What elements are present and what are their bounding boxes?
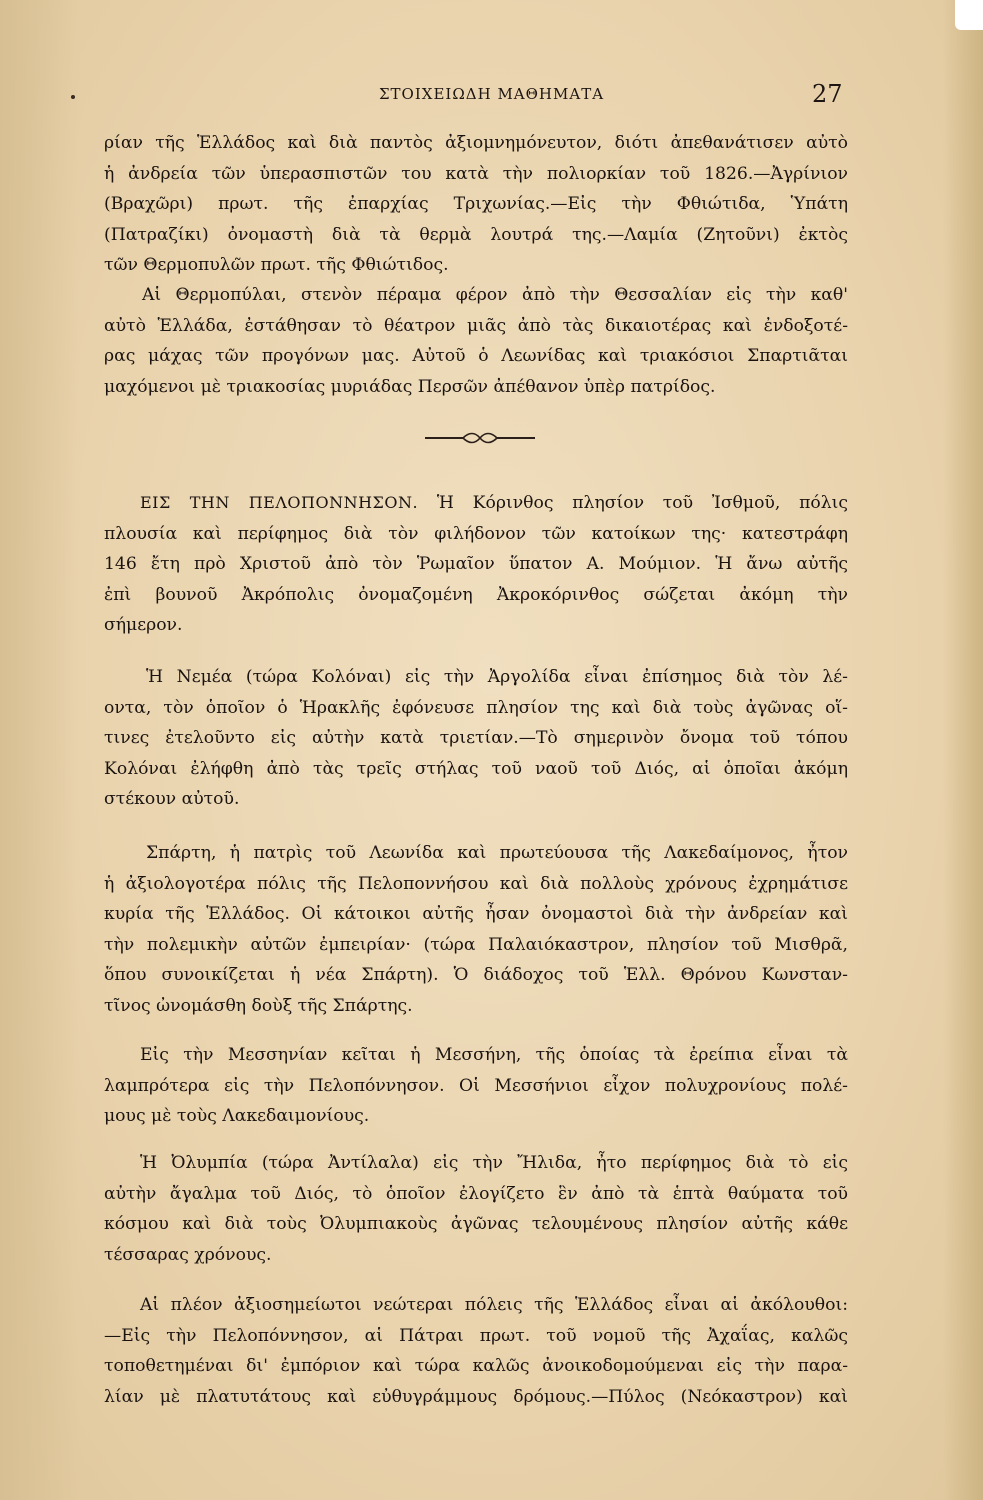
text-line: λαμπρότερα εἰς τὴν Πελοπόννησον. Οἱ Μεσσήνιοι εἶχον πολυχρονίους πολέ-	[104, 1075, 848, 1096]
text-line: ἡ ἀξιολογοτέρα πόλις τῆς Πελοποννήσου καὶ διὰ πολλοὺς χρόνους ἐχρημάτισε	[104, 873, 848, 894]
ornament-divider	[425, 430, 535, 446]
text-line: τινες ἐτελοῦντο εἰς αὐτὴν κατὰ τριετίαν.—Τὸ σημερινὸν ὄνομα τοῦ τόπου	[104, 728, 848, 748]
text-line: Σπάρτη, ἡ πατρὶς τοῦ Λεωνίδα καὶ πρωτεύουσα τῆς Λακεδαίμονος, ἦτον	[146, 843, 848, 863]
text-line: 146 ἔτη πρὸ Χριστοῦ ἀπὸ τὸν Ῥωμαῖον ὕπατον Α. Μούμιον. Ἡ ἄνω αὐτῆς	[104, 554, 848, 574]
text-line: Ἡ Νεμέα (τώρα Κολόναι) εἰς τὴν Ἀργολίδα εἶναι ἐπίσημος διὰ τὸν λέ-	[146, 667, 848, 687]
text-line: πλουσία καὶ περίφημος διὰ τὸν φιλήδονον τῶν κατοίκων της· κατεστράφη	[104, 523, 848, 544]
paragraph-sparta	[104, 838, 848, 1021]
text-line: μους μὲ τοὺς Λακεδαιμονίους.	[104, 1106, 370, 1126]
page-shadow-left	[0, 0, 80, 1500]
text-line: (Πατραζίκι) ὀνομαστὴ διὰ τὰ θερμὰ λουτρά της.—Λαμία (Ζητοῦνι) ἐκτὸς	[104, 224, 848, 245]
text-line: ἐπὶ βουνοῦ Ἀκρόπολις ὀνομαζομένη Ἀκροκόρινθος σώζεται ἀκόμη τὴν	[104, 584, 848, 605]
text-line: αὐτὴν ἄγαλμα τοῦ Διός, τὸ ὁποῖον ἐλογίζετο ἓν ἀπὸ τὰ ἑπτὰ θαύματα τοῦ	[104, 1183, 848, 1204]
text-line: Ἡ Ὀλυμπία (τώρα Ἀντίλαλα) εἰς τὴν Ἤλιδα, ἦτο περίφημος διὰ τὸ εἰς	[140, 1153, 848, 1173]
text-line: Εἰς τὴν Μεσσηνίαν κεῖται ἡ Μεσσήνη, τῆς ὁποίας τὰ ἐρείπια εἶναι τὰ	[140, 1045, 848, 1065]
section-heading: ΕΙΣ ΤΗΝ ΠΕΛΟΠΟΝΝΗΣΟΝ.	[140, 493, 419, 512]
text-line: (Βραχῶρι) πρωτ. τῆς ἐπαρχίας Τριχωνίας.—Εἰς τὴν Φθιώτιδα, Ὑπάτη	[104, 194, 848, 214]
text-line: ἡ ἀνδρεία τῶν ὑπερασπιστῶν του κατὰ τὴν πολιορκίαν τοῦ 1826.—Ἀγρίνιον	[104, 163, 848, 184]
text-line: ρας μάχας τῶν προγόνων μας. Αὐτοῦ ὁ Λεωνίδας καὶ τριακόσιοι Σπαρτιᾶται	[104, 346, 848, 366]
text-line: Αἱ πλέον ἀξιοσημείωτοι νεώτεραι πόλεις τῆς Ἑλλάδος εἶναι αἱ ἀκόλουθοι:	[140, 1295, 848, 1315]
text-line-rest: Ἡ Κόρινθος πλησίον τοῦ Ἰσθμοῦ, πόλις	[436, 493, 848, 513]
page-shadow-right	[943, 0, 983, 1500]
text-line: τοποθετημέναι δι' ἐμπόριον καὶ τώρα καλῶς ἀνοικοδομούμεναι εἰς τὴν παρα-	[104, 1356, 848, 1376]
text-line: κυρία τῆς Ἑλλάδος. Οἱ κάτοικοι αὐτῆς ἦσαν ὀνομαστοὶ διὰ τὴν ἀνδρείαν καὶ	[104, 904, 848, 924]
text-line: αὐτὸ Ἑλλάδα, ἐστάθησαν τὸ θέατρον μιᾶς ἀπὸ τὰς δικαιοτέρας καὶ ἐνδοξοτέ-	[104, 315, 848, 336]
text-line: Κολόναι ἐλήφθη ἀπὸ τὰς τρεῖς στήλας τοῦ ναοῦ τοῦ Διός, αἱ ὁποῖαι ἀκόμη	[104, 758, 848, 779]
paragraph-modern-cities	[104, 1290, 848, 1412]
text-line: τῶν Θερμοπυλῶν πρωτ. τῆς Φθιώτιδος.	[104, 255, 449, 275]
paragraph-aetolia	[104, 128, 848, 281]
text-line: λίαν μὲ πλατυτάτους καὶ εὐθυγράμμους δρόμους.—Πύλος (Νεόκαστρον) καὶ	[104, 1386, 848, 1407]
text-line: στέκουν αὐτοῦ.	[104, 789, 240, 809]
text-line: τῖνος ὠνομάσθη δοὺξ τῆς Σπάρτης.	[104, 995, 413, 1016]
running-header: ΣΤΟΙΧΕΙΩΔΗ ΜΑΘΗΜΑΤΑ	[378, 85, 605, 103]
text-line: κόσμου καὶ διὰ τοὺς Ὀλυμπιακοὺς ἀγῶνας τελουμένους πλησίον αὐτῆς κάθε	[104, 1214, 848, 1234]
text-line: —Εἰς τὴν Πελοπόννησον, αἱ Πάτραι πρωτ. τοῦ νομοῦ τῆς Ἀχαΐας, καλῶς	[104, 1325, 848, 1346]
text-line	[104, 488, 848, 519]
text-line: ρίαν τῆς Ἑλλάδος καὶ διὰ παντὸς ἀξιομνημόνευτον, διότι ἀπεθανάτισεν αὐτὸ	[104, 133, 848, 153]
text-line: ὅπου συνοικίζεται ἡ νέα Σπάρτη). Ὁ διάδοχος τοῦ Ἑλλ. Θρόνου Κωνσταν-	[104, 965, 848, 985]
paragraph-thermopylae	[104, 280, 848, 402]
paragraph-olympia	[104, 1148, 848, 1270]
text-line: τέσσαρας χρόνους.	[104, 1244, 272, 1265]
paragraph-corinth	[104, 488, 848, 641]
text-line: Αἱ Θερμοπύλαι, στενὸν πέραμα φέρον ἀπὸ τὴν Θεσσαλίαν εἰς τὴν καθ'	[142, 285, 848, 305]
text-line: μαχόμενοι μὲ τριακοσίας μυριάδας Περσῶν ἀπέθανον ὑπὲρ πατρίδος.	[104, 376, 716, 397]
paragraph-nemea	[104, 662, 848, 815]
text-line: τὴν πολεμικὴν αὐτῶν ἐμπειρίαν· (τώρα Παλαιόκαστρον, πλησίον τοῦ Μισθρᾶ,	[104, 934, 848, 955]
text-line: σήμερον.	[104, 615, 183, 635]
text-line: οντα, τὸν ὁποῖον ὁ Ἡρακλῆς ἐφόνευσε πλησίον της καὶ διὰ τοὺς ἀγῶνας οἵ-	[104, 697, 848, 718]
paragraph-messene	[104, 1040, 848, 1132]
torn-corner	[955, 0, 983, 30]
page-number: 27	[812, 80, 843, 108]
